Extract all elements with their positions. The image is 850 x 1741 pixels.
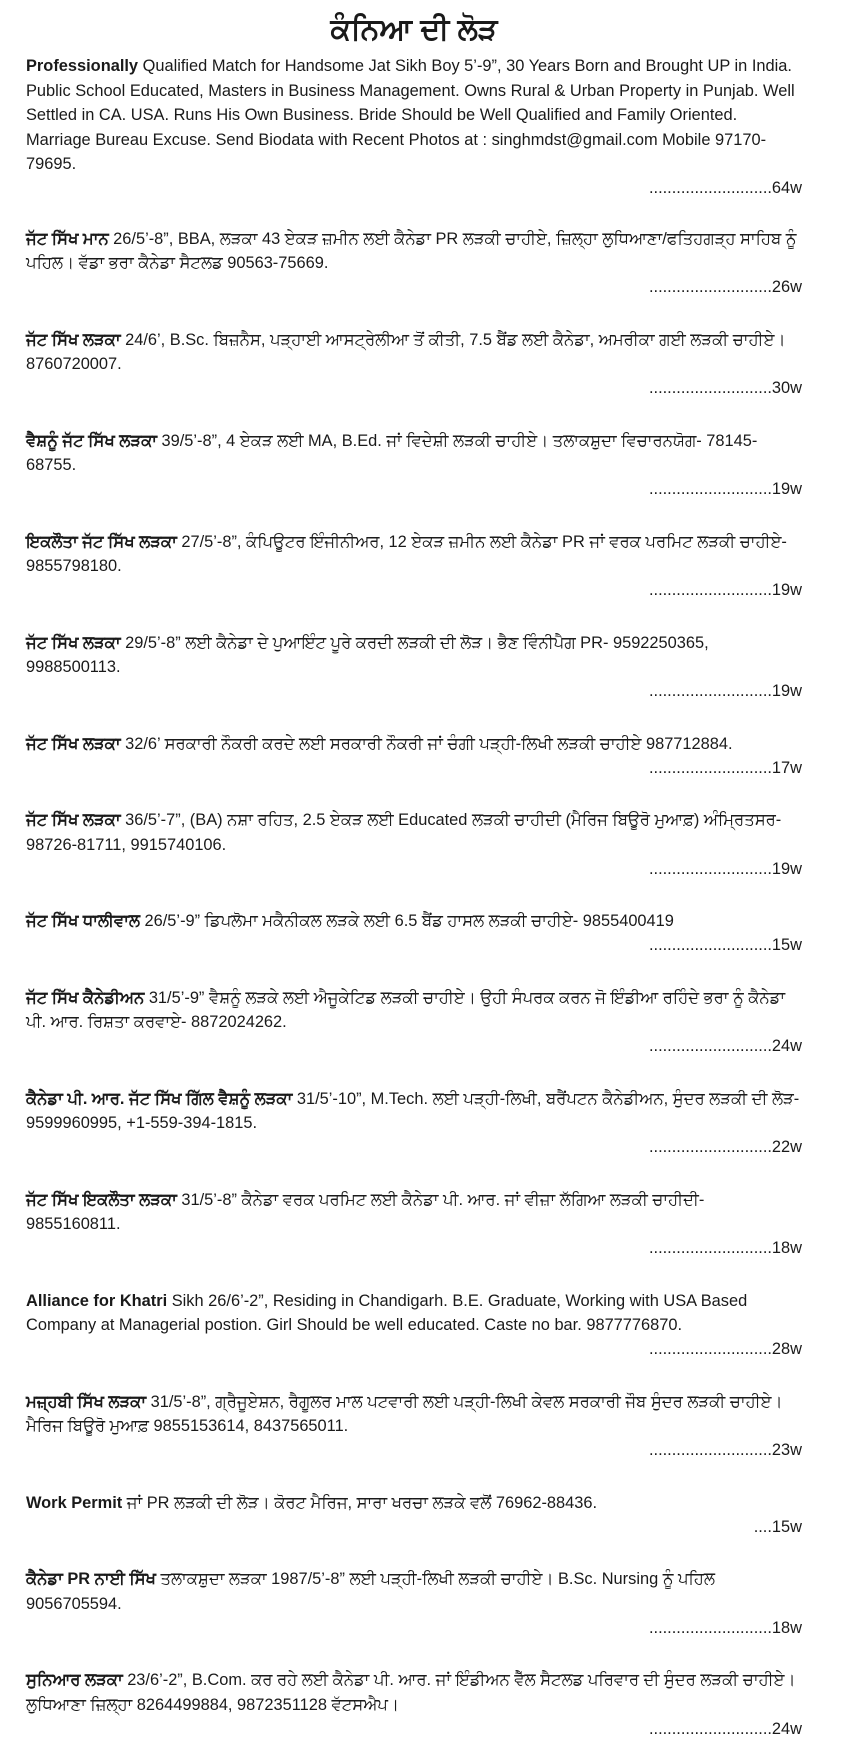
classified-ad-7: [26, 732, 802, 781]
classified-ad-1: [26, 54, 802, 201]
ad-word-count: ...........................19w: [649, 578, 802, 603]
classified-ad-11: [26, 1087, 802, 1160]
ad-body: 36/5’-7”, (BA) ਨਸ਼ਾ ਰਹਿਤ, 2.5 ਏਕੜ ਲਈ Educated ਲੜਕੀ ਚਾਹੀਦੀ (ਮੈਰਿਜ ਬਿਊਰੋ ਮੁਆਫ਼) ਅੰਮ੍ਰਿਤਸਰ- 98726-81711, 9915740106.: [26, 811, 781, 854]
ad-lead: ਜੱਟ ਸਿੱਖ ਲੜਕਾ: [26, 811, 121, 829]
ad-word-count: ...........................64w: [649, 176, 802, 201]
classified-ad-12: [26, 1188, 802, 1261]
ad-body: 24/6’, B.Sc. ਬਿਜ਼ਨੈਸ, ਪੜ੍ਹਾਈ ਆਸਟ੍ਰੇਲੀਆ ਤੋਂ ਕੀਤੀ, 7.5 ਬੈਂਡ ਲਈ ਕੈਨੇਡਾ, ਅਮਰੀਕਾ ਗਈ ਲੜਕੀ ਚਾਹੀਏ। 8760720007.: [26, 331, 785, 374]
ad-lead: ਜੱਟ ਸਿੱਖ ਲੜਕਾ: [26, 331, 121, 349]
classified-ad-2: [26, 227, 802, 300]
ad-word-count: ...........................24w: [649, 1717, 802, 1741]
ad-word-count: ...........................17w: [649, 756, 802, 781]
ad-lead: ਜੱਟ ਸਿੱਖ ਇਕਲੌਤਾ ਲੜਕਾ: [26, 1191, 177, 1209]
classified-ad-4: [26, 429, 802, 502]
classified-ad-6: [26, 631, 802, 704]
ad-lead: Work Permit: [26, 1494, 122, 1512]
classified-ad-5: [26, 530, 802, 603]
ad-word-count: ...........................23w: [649, 1438, 802, 1463]
ad-body: 26/5’-9” ਡਿਪਲੋਮਾ ਮਕੈਨੀਕਲ ਲੜਕੇ ਲਈ 6.5 ਬੈਂਡ ਹਾਸਲ ਲੜਕੀ ਚਾਹੀਏ- 9855400419: [140, 912, 674, 930]
ad-lead: ਜੱਟ ਸਿੱਖ ਲੜਕਾ: [26, 634, 121, 652]
classified-ad-8: [26, 808, 802, 881]
ad-lead: ਕੈਨੇਡਾ PR ਨਾਈ ਸਿੱਖ: [26, 1570, 156, 1588]
ad-body: 31/5’-8”, ਗ੍ਰੈਜੂਏਸ਼ਨ, ਰੈਗੂਲਰ ਮਾਲ ਪਟਵਾਰੀ ਲਈ ਪੜ੍ਹੀ-ਲਿਖੀ ਕੇਵਲ ਸਰਕਾਰੀ ਜੌਬ ਸੁੰਦਰ ਲੜਕੀ ਚਾਹੀਏ। ਮੈਰਿਜ ਬਿਊਰੋ ਮੁਆਫ਼ 9855153614, 8437565011.: [26, 1393, 782, 1436]
ad-lead: ਸੁਨਿਆਰ ਲੜਕਾ: [26, 1671, 123, 1689]
ad-body: ਜਾਂ PR ਲੜਕੀ ਦੀ ਲੋੜ। ਕੋਰਟ ਮੈਰਿਜ, ਸਾਰਾ ਖਰਚਾ ਲੜਕੇ ਵਲੋਂ 76962-88436.: [122, 1494, 597, 1512]
ad-word-count: ...........................19w: [649, 477, 802, 502]
ad-body: 39/5’-8”, 4 ਏਕੜ ਲਈ MA, B.Ed. ਜਾਂ ਵਿਦੇਸ਼ੀ ਲੜਕੀ ਚਾਹੀਏ। ਤਲਾਕਸ਼ੁਦਾ ਵਿਚਾਰਨਯੋਗ- 78145-68755.: [26, 432, 757, 475]
ad-word-count: ...........................18w: [649, 1616, 802, 1641]
classified-ad-9: [26, 909, 802, 958]
classified-ad-3: [26, 328, 802, 401]
ad-body: 26/5’-8”, BBA, ਲੜਕਾ 43 ਏਕੜ ਜ਼ਮੀਨ ਲਈ ਕੈਨੇਡਾ PR ਲੜਕੀ ਚਾਹੀਏ, ਜ਼ਿਲ੍ਹਾ ਲੁਧਿਆਣਾ/ਫਤਿਹਗੜ੍ਹ ਸਾਹਿਬ ਨੂੰ ਪਹਿਲ। ਵੱਡਾ ਭਰਾ ਕੈਨੇਡਾ ਸੈਟਲਡ 90563-75669.: [26, 230, 796, 273]
ad-word-count: ...........................28w: [649, 1337, 802, 1362]
classified-ad-17: [26, 1668, 802, 1741]
ad-word-count: ...........................18w: [649, 1236, 802, 1261]
page-title: ਕੰਨਿਆ ਦੀ ਲੋੜ: [26, 10, 802, 50]
ad-lead: ਇਕਲੌਤਾ ਜੱਟ ਸਿੱਖ ਲੜਕਾ: [26, 533, 177, 551]
ad-word-count: ....15w: [754, 1515, 802, 1540]
ad-lead: ਮਜ਼੍ਹਬੀ ਸਿੱਖ ਲੜਕਾ: [26, 1393, 146, 1411]
ad-lead: Professionally: [26, 57, 138, 75]
ad-lead: ਜੱਟ ਸਿੱਖ ਮਾਨ: [26, 230, 109, 248]
ad-body: 31/5’-9” ਵੈਸ਼ਨੂੰ ਲੜਕੇ ਲਈ ਐਜੂਕੇਟਿਡ ਲੜਕੀ ਚਾਹੀਏ। ਉਹੀ ਸੰਪਰਕ ਕਰਨ ਜੋ ਇੰਡੀਆ ਰਹਿੰਦੇ ਭਰਾ ਨੂੰ ਕੈਨੇਡਾ ਪੀ. ਆਰ. ਰਿਸ਼ਤਾ ਕਰਵਾਏ- 8872024262.: [26, 989, 785, 1032]
ad-word-count: ...........................22w: [649, 1135, 802, 1160]
ad-lead: ਜੱਟ ਸਿੱਖ ਲੜਕਾ: [26, 735, 121, 753]
ad-lead: ਜੱਟ ਸਿੱਖ ਧਾਲੀਵਾਲ: [26, 912, 140, 930]
ad-body: 23/6’-2”, B.Com. ਕਰ ਰਹੇ ਲਈ ਕੈਨੇਡਾ ਪੀ. ਆਰ. ਜਾਂ ਇੰਡੀਅਨ ਵੈੱਲ ਸੈਟਲਡ ਪਰਿਵਾਰ ਦੀ ਸੁੰਦਰ ਲੜਕੀ ਚਾਹੀਏ। ਲੁਧਿਆਣਾ ਜ਼ਿਲ੍ਹਾ 8264499884, 9872351128 ਵੱਟਸਐਪ।: [26, 1671, 795, 1714]
ad-body: 27/5’-8”, ਕੰਪਿਊਟਰ ਇੰਜੀਨੀਅਰ, 12 ਏਕੜ ਜ਼ਮੀਨ ਲਈ ਕੈਨੇਡਾ PR ਜਾਂ ਵਰਕ ਪਰਮਿਟ ਲੜਕੀ ਚਾਹੀਏ- 9855798180.: [26, 533, 787, 576]
ad-body: 32/6’ ਸਰਕਾਰੀ ਨੌਕਰੀ ਕਰਦੇ ਲਈ ਸਰਕਾਰੀ ਨੌਕਰੀ ਜਾਂ ਚੰਗੀ ਪੜ੍ਹੀ-ਲਿਖੀ ਲੜਕੀ ਚਾਹੀਏ 987712884.: [121, 735, 733, 753]
ad-body: 31/5’-8” ਕੈਨੇਡਾ ਵਰਕ ਪਰਮਿਟ ਲਈ ਕੈਨੇਡਾ ਪੀ. ਆਰ. ਜਾਂ ਵੀਜ਼ਾ ਲੱਗਿਆ ਲੜਕੀ ਚਾਹੀਦੀ- 9855160811.: [26, 1191, 704, 1234]
ad-lead: ਜੱਟ ਸਿੱਖ ਕੈਨੇਡੀਅਨ: [26, 989, 144, 1007]
classified-ad-14: [26, 1390, 802, 1463]
ad-lead: ਕੈਨੇਡਾ ਪੀ. ਆਰ. ਜੱਟ ਸਿੱਖ ਗਿੱਲ ਵੈਸ਼ਨੂੰ ਲੜਕਾ: [26, 1090, 292, 1108]
ad-body: Sikh 26/6’-2”, Residing in Chandigarh. B.E. Graduate, Working with USA Based Company at Managerial postion. Girl Should be well educated. Caste no bar. 9877776870.: [26, 1292, 747, 1335]
ad-lead: Alliance for Khatri: [26, 1292, 167, 1310]
classified-ad-15: [26, 1491, 802, 1540]
ad-word-count: ...........................15w: [649, 933, 802, 958]
ad-body: 31/5’-10”, M.Tech. ਲਈ ਪੜ੍ਹੀ-ਲਿਖੀ, ਬਰੈਂਪਟਨ ਕੈਨੇਡੀਅਨ, ਸੁੰਦਰ ਲੜਕੀ ਦੀ ਲੋੜ- 9599960995, +1-559-394-1815.: [26, 1090, 799, 1133]
classified-ad-13: [26, 1289, 802, 1362]
ad-word-count: ...........................19w: [649, 857, 802, 882]
ad-lead: ਵੈਸ਼ਨੂੰ ਜੱਟ ਸਿੱਖ ਲੜਕਾ: [26, 432, 157, 450]
ad-body: Qualified Match for Handsome Jat Sikh Boy 5’-9”, 30 Years Born and Brought UP in India. Public School Educated, Masters in Business Management. Owns Rural & Urban Property in Punjab. Well Settled in CA. USA. Runs His Own Business. Bride Should be Well Qualified and Family Oriented. Marriage Bureau Excuse. Send Biodata with Recent Photos at : singhmdst@gmail.com Mobile 97170-79695.: [26, 57, 795, 173]
ad-word-count: ...........................19w: [649, 679, 802, 704]
classified-ad-10: [26, 986, 802, 1059]
ad-body: 29/5’-8” ਲਈ ਕੈਨੇਡਾ ਦੇ ਪੁਆਇੰਟ ਪੂਰੇ ਕਰਦੀ ਲੜਕੀ ਦੀ ਲੋੜ। ਭੈਣ ਵਿੰਨੀਪੈਗ PR- 9592250365, 9988500113.: [26, 634, 709, 677]
ad-word-count: ...........................26w: [649, 275, 802, 300]
ad-word-count: ...........................24w: [649, 1034, 802, 1059]
classified-ad-16: [26, 1567, 802, 1640]
ad-word-count: ...........................30w: [649, 376, 802, 401]
ad-body: ਤਲਾਕਸ਼ੁਦਾ ਲੜਕਾ 1987/5’-8” ਲਈ ਪੜ੍ਹੀ-ਲਿਖੀ ਲੜਕੀ ਚਾਹੀਏ। B.Sc. Nursing ਨੂੰ ਪਹਿਲ 9056705594.: [26, 1570, 715, 1613]
